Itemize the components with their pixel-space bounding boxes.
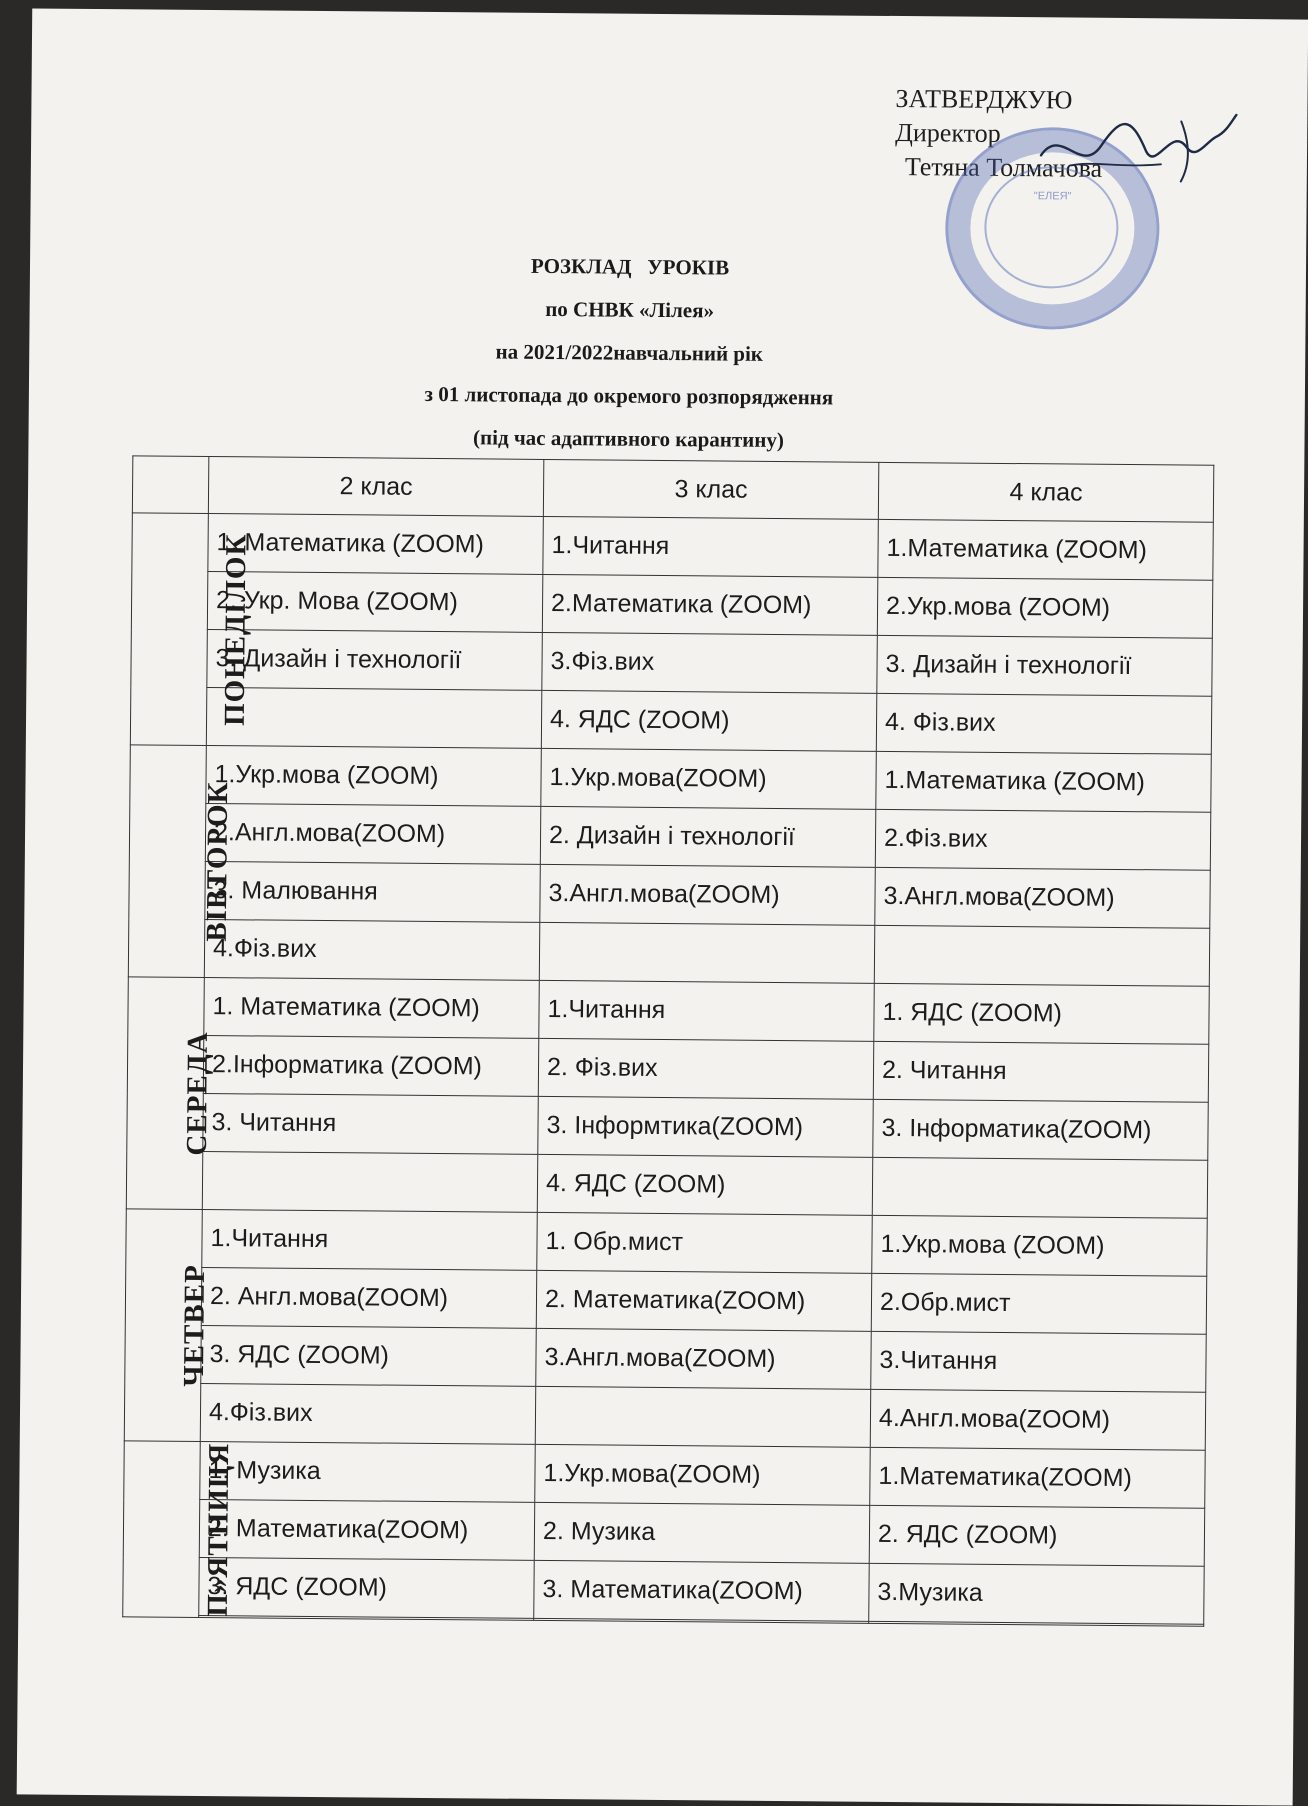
lesson-cell-class-2 [206,688,541,749]
lesson-cell-class-3: 4. ЯДС (ZOOM) [537,1154,872,1215]
day-cell [130,513,253,746]
lesson-cell-class-4: 2.Обр.мист [871,1273,1206,1334]
lesson-cell-class-2: 3. ЯДС (ZOOM) [199,1557,534,1618]
table-row [129,861,1210,928]
table-row [130,745,1211,812]
day-cell [128,745,235,978]
lesson-cell-class-4: 3.Англ.мова(ZOOM) [875,867,1210,928]
lesson-cell-class-3: 2. Музика [534,1502,869,1563]
lesson-cell-class-3: 2. Математика(ZOOM) [536,1270,871,1331]
heading-school: по СНВК «Лілея» [545,296,715,323]
seal-center-text: "ЕЛЕЯ" [1033,190,1072,203]
lesson-cell-class-4: 4.Англ.мова(ZOOM) [870,1389,1205,1450]
lesson-cell-class-2: 2. Математика(ZOOM) [199,1499,534,1560]
lesson-cell-class-3: 1.Читання [539,980,874,1041]
table-row [131,571,1212,638]
lesson-cell-class-4: 2.Укр.мова (ZOOM) [877,577,1212,638]
lesson-cell-class-4: 3.Читання [871,1331,1206,1392]
lesson-cell-class-4: 1. ЯДС (ZOOM) [874,983,1209,1044]
lesson-cell-class-2: 4.Фіз.вих [204,920,539,981]
approval-name: Тетяна Толмачова [904,152,1103,183]
lesson-cell-class-2: 2. Англ.мова(ZOOM) [201,1267,536,1328]
lesson-cell-class-2: 2.Англ.мова(ZOOM) [205,804,540,865]
lesson-cell-class-4: 4. Фіз.вих [876,693,1211,754]
lesson-cell-class-3: 1.Укр.мова(ZOOM) [535,1444,870,1505]
day-label: ЧЕТВЕР [177,1264,211,1387]
header-cell-class-2: 2 клас [208,457,543,517]
header-cell-class-3: 3 клас [543,459,878,519]
table-row [132,513,1213,580]
day-cell [124,1209,211,1442]
lesson-cell-class-3: 4. ЯДС (ZOOM) [541,690,876,751]
table-row [131,629,1212,696]
heading-year: на 2021/2022навчальний рік [495,339,764,366]
heading-period: з 01 листопада до окремого розпорядження [424,381,834,410]
lesson-cell-class-2: 3. Малювання [205,862,540,923]
approval-title: ЗАТВЕРДЖУЮ [895,83,1073,115]
table-row [128,977,1209,1044]
lesson-cell-class-3 [539,922,874,983]
table-row [123,1557,1204,1624]
lesson-cell-class-4: 1.Укр.мова (ZOOM) [872,1215,1207,1276]
heading-title: РОЗКЛАД УРОКІВ [530,253,730,280]
lesson-cell-class-3: 3.Фіз.вих [542,632,877,693]
lesson-cell-class-4 [874,925,1209,986]
lesson-cell-class-3 [535,1386,870,1447]
lesson-cell-class-2: 4.Фіз.вих [200,1383,535,1444]
lesson-cell-class-2: 1. Математика (ZOOM) [204,977,539,1038]
schedule-body [123,513,1214,1626]
table-row [128,919,1209,986]
schedule-heading [368,243,890,463]
table-row [124,1383,1205,1450]
table-row [125,1267,1206,1334]
table-row [129,803,1210,870]
heading-note: (під час адаптивного карантину) [472,425,785,453]
lesson-cell-class-2: 1.Читання [202,1209,537,1270]
lesson-cell-class-3: 3. Інформтика(ZOOM) [538,1096,873,1157]
lesson-cell-class-2 [202,1151,537,1212]
lesson-cell-class-3: 2. Фіз.вих [538,1038,873,1099]
table-row [127,1035,1208,1102]
lesson-cell-class-4: 2.Фіз.вих [875,809,1210,870]
lesson-cell-class-3: 2. Дизайн і технології [540,806,875,867]
day-label: ВІВТОРОК [200,781,235,942]
lesson-cell-class-4: 2. ЯДС (ZOOM) [869,1505,1204,1566]
day-label: П»ЯТНИЦЯ [201,1442,236,1617]
lesson-cell-class-3: 2.Математика (ZOOM) [542,574,877,635]
table-row [126,1151,1207,1218]
table-row [125,1325,1206,1392]
day-label: ПОНЕДІЛОК [218,533,253,727]
table-header-row [132,456,1213,522]
lesson-cell-class-3: 1.Читання [543,516,878,577]
table-row [126,1209,1207,1276]
lesson-cell-class-4: 1.Математика (ZOOM) [878,519,1213,580]
lesson-cell-class-3: 3. Математика(ZOOM) [534,1560,869,1621]
document-page [17,8,1308,1805]
table-row [130,687,1211,754]
lesson-cell-class-4: 2. Читання [873,1041,1208,1102]
director-signature [1031,105,1242,187]
lesson-cell-class-4: 1.Математика(ZOOM) [870,1447,1205,1508]
lesson-cell-class-2: 3. Читання [203,1093,538,1154]
lesson-cell-class-2: 1. Музика [200,1441,535,1502]
lesson-cell-class-2: 2. Укр. Мова (ZOOM) [207,572,542,633]
lesson-cell-class-4: 3. Інформатика(ZOOM) [873,1099,1208,1160]
table-row [124,1441,1205,1508]
lesson-cell-class-2: 3. ЯДС (ZOOM) [201,1325,536,1386]
lesson-cell-class-4 [872,1157,1207,1218]
lesson-cell-class-3: 1.Укр.мова(ZOOM) [541,748,876,809]
table-row [123,1499,1204,1566]
header-cell-class-4: 4 клас [878,462,1213,522]
lesson-cell-class-3: 3.Англ.мова(ZOOM) [536,1328,871,1389]
schedule-table [122,455,1214,1626]
lesson-cell-class-3: 1. Обр.мист [537,1212,872,1273]
lesson-cell-class-4: 1.Математика (ZOOM) [876,751,1211,812]
day-cell [123,1441,236,1618]
lesson-cell-class-2: 3. Дизайн і технології [207,630,542,691]
header-cell-empty [132,456,208,514]
lesson-cell-class-2: 2.Інформатика (ZOOM) [203,1035,538,1096]
approval-position: Директор [895,117,1001,148]
lesson-cell-class-2: 1.Укр.мова (ZOOM) [206,746,541,807]
table-row [127,1093,1208,1160]
lesson-cell-class-2: 1. Математика (ZOOM) [208,514,543,575]
day-label: СЕРЕДА [180,1031,214,1156]
day-cell [126,977,214,1210]
lesson-cell-class-4: 3.Музика [869,1563,1204,1624]
lesson-cell-class-3: 3.Англ.мова(ZOOM) [540,864,875,925]
lesson-cell-class-4: 3. Дизайн і технології [877,635,1212,696]
